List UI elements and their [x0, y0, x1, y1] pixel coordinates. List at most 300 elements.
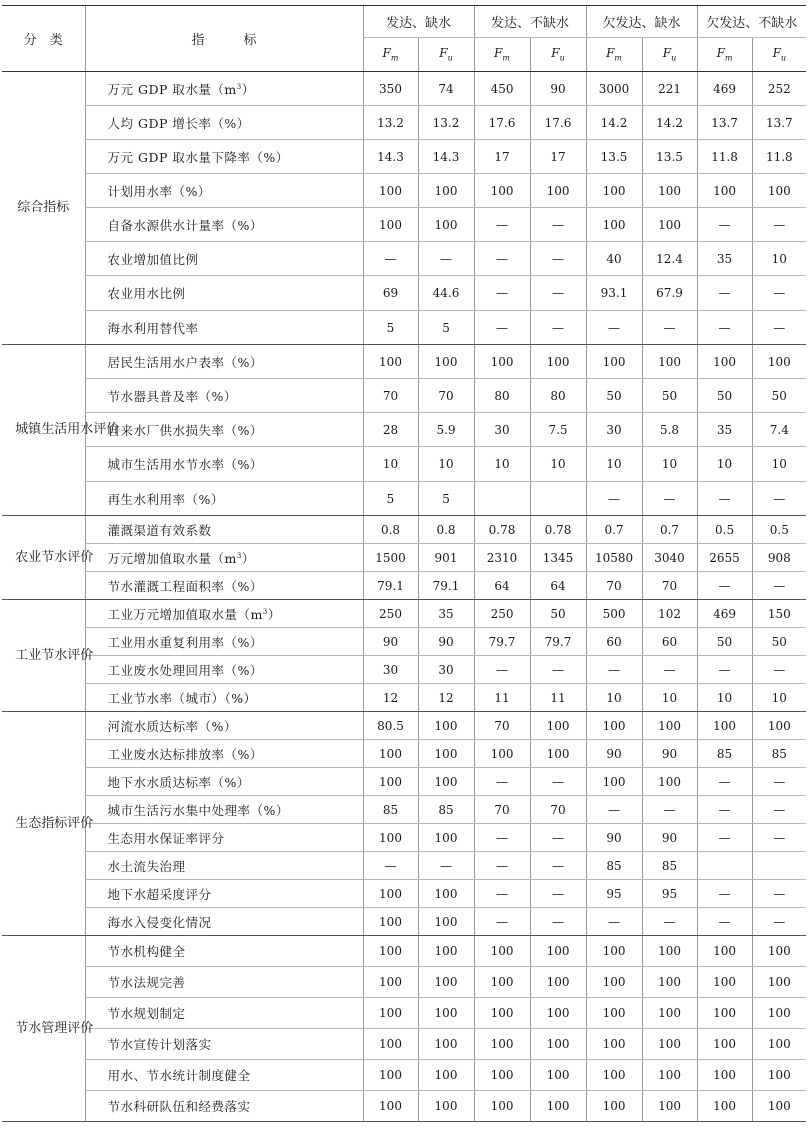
value-cell: 10	[474, 447, 530, 482]
indicator-label	[85, 106, 363, 140]
indicator-text: 节水器具普及率（%）	[107, 388, 237, 404]
indicator-label	[85, 712, 363, 740]
value-cell: —	[752, 208, 806, 242]
value-cell: 50	[697, 628, 752, 656]
header-category: 分 类	[2, 6, 85, 72]
value-cell: 100	[586, 712, 642, 740]
value-cell: 35	[697, 413, 752, 447]
value-cell: 12	[418, 684, 474, 712]
value-cell: 100	[697, 345, 752, 379]
value-cell: 12.4	[642, 242, 697, 276]
indicator-text: 用水、节水统计制度健全	[107, 1068, 251, 1083]
value-cell: —	[697, 482, 752, 516]
value-cell: 250	[474, 600, 530, 628]
value-cell: —	[586, 311, 642, 345]
table-row	[2, 998, 806, 1029]
value-cell: 14.3	[418, 140, 474, 174]
value-cell: 5	[363, 482, 418, 516]
table-row	[2, 208, 806, 242]
table-row	[2, 345, 806, 379]
value-cell: —	[752, 482, 806, 516]
value-cell: 100	[642, 1029, 697, 1060]
indicator-text: 城市生活污水集中处理率（%）	[107, 802, 289, 818]
value-cell: 908	[752, 544, 806, 572]
value-cell: —	[530, 768, 586, 796]
indicator-text: 万元 GDP 取水量下降率（%）	[107, 149, 289, 165]
indicator-label	[85, 824, 363, 852]
value-cell: 10	[752, 447, 806, 482]
value-cell: 100	[642, 345, 697, 379]
value-cell: 100	[586, 998, 642, 1029]
value-cell: 5	[418, 482, 474, 516]
value-cell: —	[752, 276, 806, 311]
value-cell: 14.2	[586, 106, 642, 140]
value-cell: 80.5	[363, 712, 418, 740]
table-row	[2, 852, 806, 880]
value-cell: —	[586, 908, 642, 936]
indicator-label	[85, 311, 363, 345]
value-cell: 13.5	[642, 140, 697, 174]
value-cell: 100	[586, 1091, 642, 1122]
value-cell: 28	[363, 413, 418, 447]
value-cell: 100	[363, 1060, 418, 1091]
value-cell: 64	[474, 572, 530, 600]
value-cell: 0.8	[363, 516, 418, 544]
value-cell: 85	[697, 740, 752, 768]
value-cell: 30	[418, 656, 474, 684]
value-cell: 11.8	[697, 140, 752, 174]
value-cell: 100	[418, 768, 474, 796]
value-cell: 85	[752, 740, 806, 768]
value-cell: 10	[530, 447, 586, 482]
value-cell: 35	[697, 242, 752, 276]
unit-superscript: 3	[236, 551, 242, 560]
indicator-label	[85, 544, 363, 572]
value-cell: 100	[363, 967, 418, 998]
value-cell: 100	[642, 1091, 697, 1122]
value-cell: 100	[418, 345, 474, 379]
indicator-label	[85, 482, 363, 516]
header-group-2: 发达、不缺水	[474, 6, 586, 38]
indicator-label	[85, 1029, 363, 1060]
value-cell: 13.2	[363, 106, 418, 140]
indicator-label	[85, 140, 363, 174]
value-cell: 100	[474, 1091, 530, 1122]
value-cell: 100	[363, 1091, 418, 1122]
value-cell: 100	[418, 908, 474, 936]
value-cell: 70	[474, 712, 530, 740]
header-sub-index: m	[724, 53, 733, 63]
indicator-label	[85, 740, 363, 768]
value-cell: 10	[642, 684, 697, 712]
value-cell: —	[530, 311, 586, 345]
indicator-text: 节水科研队伍和经费落实	[107, 1099, 251, 1114]
value-cell: 100	[752, 1060, 806, 1091]
value-cell: 100	[752, 174, 806, 208]
value-cell: 100	[586, 936, 642, 967]
value-cell: 100	[530, 1091, 586, 1122]
value-cell: —	[530, 852, 586, 880]
indicator-text: 灌溉渠道有效系数	[107, 522, 212, 538]
value-cell: 100	[418, 936, 474, 967]
value-cell: 67.9	[642, 276, 697, 311]
value-cell: 450	[474, 72, 530, 106]
indicator-label	[85, 379, 363, 413]
value-cell: 100	[697, 1060, 752, 1091]
value-cell: —	[752, 768, 806, 796]
value-cell: 0.78	[530, 516, 586, 544]
value-cell: —	[474, 852, 530, 880]
value-cell: 100	[363, 174, 418, 208]
category-cell: 工业节水评价	[2, 600, 85, 712]
table-row	[2, 311, 806, 345]
value-cell: 100	[474, 936, 530, 967]
value-cell: 50	[642, 379, 697, 413]
value-cell: 100	[418, 998, 474, 1029]
indicator-label	[85, 72, 363, 106]
table-row	[2, 174, 806, 208]
value-cell: 70	[363, 379, 418, 413]
value-cell: 50	[586, 379, 642, 413]
value-cell: —	[752, 880, 806, 908]
unit-superscript: 3	[236, 82, 242, 91]
value-cell: —	[697, 656, 752, 684]
indicator-text: 地下水水质达标率（%）	[107, 774, 250, 790]
value-cell: —	[642, 482, 697, 516]
value-cell: 102	[642, 600, 697, 628]
indicator-text: 万元 GDP 取水量（m	[107, 81, 237, 97]
value-cell: —	[697, 276, 752, 311]
indicator-label	[85, 413, 363, 447]
indicator-label	[85, 796, 363, 824]
indicator-text: 工业废水达标排放率（%）	[107, 746, 263, 762]
header-sub-fm	[474, 38, 530, 72]
header-sub-symbol: F	[382, 46, 391, 61]
value-cell: 500	[586, 600, 642, 628]
value-cell: 100	[752, 1029, 806, 1060]
table-row	[2, 656, 806, 684]
value-cell: 100	[752, 998, 806, 1029]
value-cell: 95	[586, 880, 642, 908]
value-cell: —	[642, 311, 697, 345]
value-cell: 93.1	[586, 276, 642, 311]
value-cell: 100	[530, 1029, 586, 1060]
value-cell: 0.5	[697, 516, 752, 544]
value-cell: 100	[363, 880, 418, 908]
header-sub-symbol: F	[772, 46, 781, 61]
value-cell: 100	[752, 345, 806, 379]
indicator-text: 自来水厂供水损失率（%）	[107, 422, 263, 438]
value-cell: 100	[586, 208, 642, 242]
value-cell: 100	[363, 936, 418, 967]
value-cell: 70	[530, 796, 586, 824]
value-cell: 90	[586, 824, 642, 852]
value-cell: 70	[418, 379, 474, 413]
value-cell: 10	[586, 447, 642, 482]
indicator-label	[85, 1091, 363, 1122]
value-cell: —	[530, 880, 586, 908]
table-row	[2, 600, 806, 628]
indicator-label	[85, 880, 363, 908]
value-cell: —	[474, 656, 530, 684]
value-cell: —	[474, 208, 530, 242]
value-cell: 100	[418, 1029, 474, 1060]
indicator-text: 节水规划制定	[107, 1006, 186, 1021]
value-cell: 100	[697, 967, 752, 998]
value-cell: 11	[474, 684, 530, 712]
value-cell: 50	[752, 628, 806, 656]
value-cell: —	[530, 208, 586, 242]
value-cell: 100	[642, 712, 697, 740]
indicator-text: 农业增加值比例	[107, 251, 199, 267]
value-cell: 30	[586, 413, 642, 447]
value-cell: 100	[418, 174, 474, 208]
table-row	[2, 572, 806, 600]
value-cell: 90	[418, 628, 474, 656]
value-cell: 350	[363, 72, 418, 106]
value-cell: 0.7	[586, 516, 642, 544]
value-cell: —	[697, 796, 752, 824]
header-sub-symbol: F	[551, 46, 560, 61]
indicator-text: 再生水利用率（%）	[107, 491, 224, 507]
value-cell: 3000	[586, 72, 642, 106]
value-cell: —	[642, 796, 697, 824]
indicator-text: 自备水源供水计量率（%）	[107, 217, 263, 233]
value-cell: 100	[363, 824, 418, 852]
value-cell: 100	[363, 1029, 418, 1060]
value-cell: 100	[530, 1060, 586, 1091]
value-cell: 12	[363, 684, 418, 712]
indicator-text: 水土流失治理	[107, 858, 186, 874]
indicator-label	[85, 908, 363, 936]
value-cell: 11.8	[752, 140, 806, 174]
value-cell: 17.6	[474, 106, 530, 140]
header-sub-fm	[586, 38, 642, 72]
indicator-label	[85, 447, 363, 482]
value-cell: 14.3	[363, 140, 418, 174]
header-group-3: 欠发达、缺水	[586, 6, 697, 38]
value-cell: 100	[363, 998, 418, 1029]
value-cell: 100	[418, 824, 474, 852]
header-sub-symbol: F	[439, 46, 448, 61]
value-cell: 100	[530, 998, 586, 1029]
value-cell: —	[697, 572, 752, 600]
value-cell: 90	[642, 740, 697, 768]
header-sub-index: m	[614, 53, 622, 63]
value-cell: —	[474, 908, 530, 936]
value-cell: 901	[418, 544, 474, 572]
indicator-label	[85, 572, 363, 600]
value-cell: 90	[586, 740, 642, 768]
value-cell: 85	[642, 852, 697, 880]
value-cell: 44.6	[418, 276, 474, 311]
table-row	[2, 72, 806, 106]
value-cell: 70	[586, 572, 642, 600]
value-cell: 85	[418, 796, 474, 824]
indicator-text: 工业废水处理回用率（%）	[107, 662, 263, 678]
value-cell: 100	[752, 712, 806, 740]
header-sub-index: m	[502, 53, 510, 63]
indicator-text: 海水入侵变化情况	[107, 914, 212, 930]
table-row	[2, 482, 806, 516]
table-row	[2, 740, 806, 768]
value-cell: 80	[474, 379, 530, 413]
indicator-text: 地下水超采度评分	[107, 886, 212, 902]
value-cell: —	[530, 656, 586, 684]
value-cell: 100	[474, 998, 530, 1029]
value-cell: —	[474, 242, 530, 276]
value-cell: 469	[697, 72, 752, 106]
value-cell: 17	[474, 140, 530, 174]
value-cell: 100	[363, 740, 418, 768]
value-cell: 50	[752, 379, 806, 413]
value-cell: 100	[418, 880, 474, 908]
value-cell: 100	[363, 208, 418, 242]
indicator-label	[85, 600, 363, 628]
indicator-text-tail: ）	[267, 606, 281, 622]
indicator-label	[85, 208, 363, 242]
value-cell: 79.7	[474, 628, 530, 656]
value-cell: 100	[418, 712, 474, 740]
value-cell: 100	[530, 174, 586, 208]
value-cell: —	[530, 824, 586, 852]
indicator-label	[85, 768, 363, 796]
indicator-text: 万元增加值取水量（m	[107, 550, 237, 566]
value-cell: 10	[586, 684, 642, 712]
value-cell: 100	[697, 998, 752, 1029]
indicator-text: 居民生活用水户表率（%）	[107, 354, 263, 370]
value-cell: 5.9	[418, 413, 474, 447]
value-cell: 40	[586, 242, 642, 276]
value-cell: 10	[642, 447, 697, 482]
value-cell: —	[752, 908, 806, 936]
value-cell: 13.7	[697, 106, 752, 140]
value-cell: —	[474, 824, 530, 852]
value-cell: —	[363, 242, 418, 276]
table-row	[2, 276, 806, 311]
indicator-text: 工业用水重复利用率（%）	[107, 634, 263, 650]
table-row	[2, 1060, 806, 1091]
header-sub-index: u	[559, 53, 565, 63]
indicator-text: 城市生活用水节水率（%）	[107, 457, 263, 472]
value-cell: —	[474, 768, 530, 796]
header-row-groups	[2, 6, 806, 38]
table-row	[2, 516, 806, 544]
indicator-text: 节水灌溉工程面积率（%）	[107, 578, 263, 594]
value-cell: 100	[363, 908, 418, 936]
table-row	[2, 880, 806, 908]
value-cell: 100	[697, 936, 752, 967]
value-cell: 10	[418, 447, 474, 482]
value-cell: 252	[752, 72, 806, 106]
value-cell: —	[697, 208, 752, 242]
value-cell: 2655	[697, 544, 752, 572]
value-cell: 100	[642, 967, 697, 998]
header-sub-index: u	[447, 53, 453, 63]
value-cell: —	[752, 824, 806, 852]
value-cell: —	[697, 768, 752, 796]
value-cell: 100	[697, 174, 752, 208]
header-sub-symbol: F	[662, 46, 672, 61]
indicator-text: 人均 GDP 增长率（%）	[107, 115, 250, 131]
value-cell: 100	[752, 1091, 806, 1122]
header-group-4: 欠发达、不缺水	[697, 6, 806, 38]
value-cell: 100	[418, 1091, 474, 1122]
value-cell: —	[752, 311, 806, 345]
value-cell: —	[530, 908, 586, 936]
value-cell: 90	[363, 628, 418, 656]
value-cell: —	[530, 276, 586, 311]
table-row	[2, 1029, 806, 1060]
value-cell: 100	[363, 345, 418, 379]
table-row	[2, 242, 806, 276]
table-row	[2, 967, 806, 998]
value-cell: —	[697, 880, 752, 908]
indicator-text: 海水利用替代率	[107, 320, 199, 336]
value-cell: 60	[642, 628, 697, 656]
value-cell: 100	[418, 740, 474, 768]
value-cell	[697, 852, 752, 880]
table-row	[2, 106, 806, 140]
value-cell: 100	[586, 1060, 642, 1091]
value-cell: —	[586, 796, 642, 824]
value-cell: 7.4	[752, 413, 806, 447]
value-cell: 100	[586, 967, 642, 998]
value-cell: —	[642, 656, 697, 684]
table-body	[2, 72, 806, 1122]
value-cell: 50	[530, 600, 586, 628]
value-cell: 30	[474, 413, 530, 447]
indicator-label	[85, 628, 363, 656]
value-cell: 10	[752, 242, 806, 276]
value-cell: 100	[474, 174, 530, 208]
value-cell: —	[418, 852, 474, 880]
value-cell: 100	[363, 768, 418, 796]
value-cell: —	[530, 242, 586, 276]
category-cell: 农业节水评价	[2, 516, 85, 600]
value-cell: 100	[586, 345, 642, 379]
indicator-label	[85, 684, 363, 712]
indicator-text: 工业万元增加值取水量（m	[107, 606, 263, 622]
header-group-1: 发达、缺水	[363, 6, 474, 38]
value-cell: —	[642, 908, 697, 936]
table-row	[2, 824, 806, 852]
header-sub-index: u	[780, 53, 787, 63]
value-cell: —	[697, 824, 752, 852]
value-cell: 13.5	[586, 140, 642, 174]
header-sub-symbol: F	[606, 46, 615, 61]
indicator-label	[85, 345, 363, 379]
value-cell: 100	[642, 208, 697, 242]
value-cell: 10	[697, 684, 752, 712]
table-row	[2, 544, 806, 572]
value-cell: 5	[418, 311, 474, 345]
value-cell: 13.7	[752, 106, 806, 140]
value-cell: 90	[530, 72, 586, 106]
value-cell: 14.2	[642, 106, 697, 140]
value-cell: 11	[530, 684, 586, 712]
value-cell	[752, 852, 806, 880]
table-row	[2, 1091, 806, 1122]
header-sub-index: u	[671, 53, 677, 63]
indicator-label	[85, 242, 363, 276]
value-cell: 100	[530, 345, 586, 379]
indicator-label	[85, 516, 363, 544]
value-cell: 95	[642, 880, 697, 908]
table-row	[2, 379, 806, 413]
value-cell: 70	[642, 572, 697, 600]
value-cell: 17.6	[530, 106, 586, 140]
